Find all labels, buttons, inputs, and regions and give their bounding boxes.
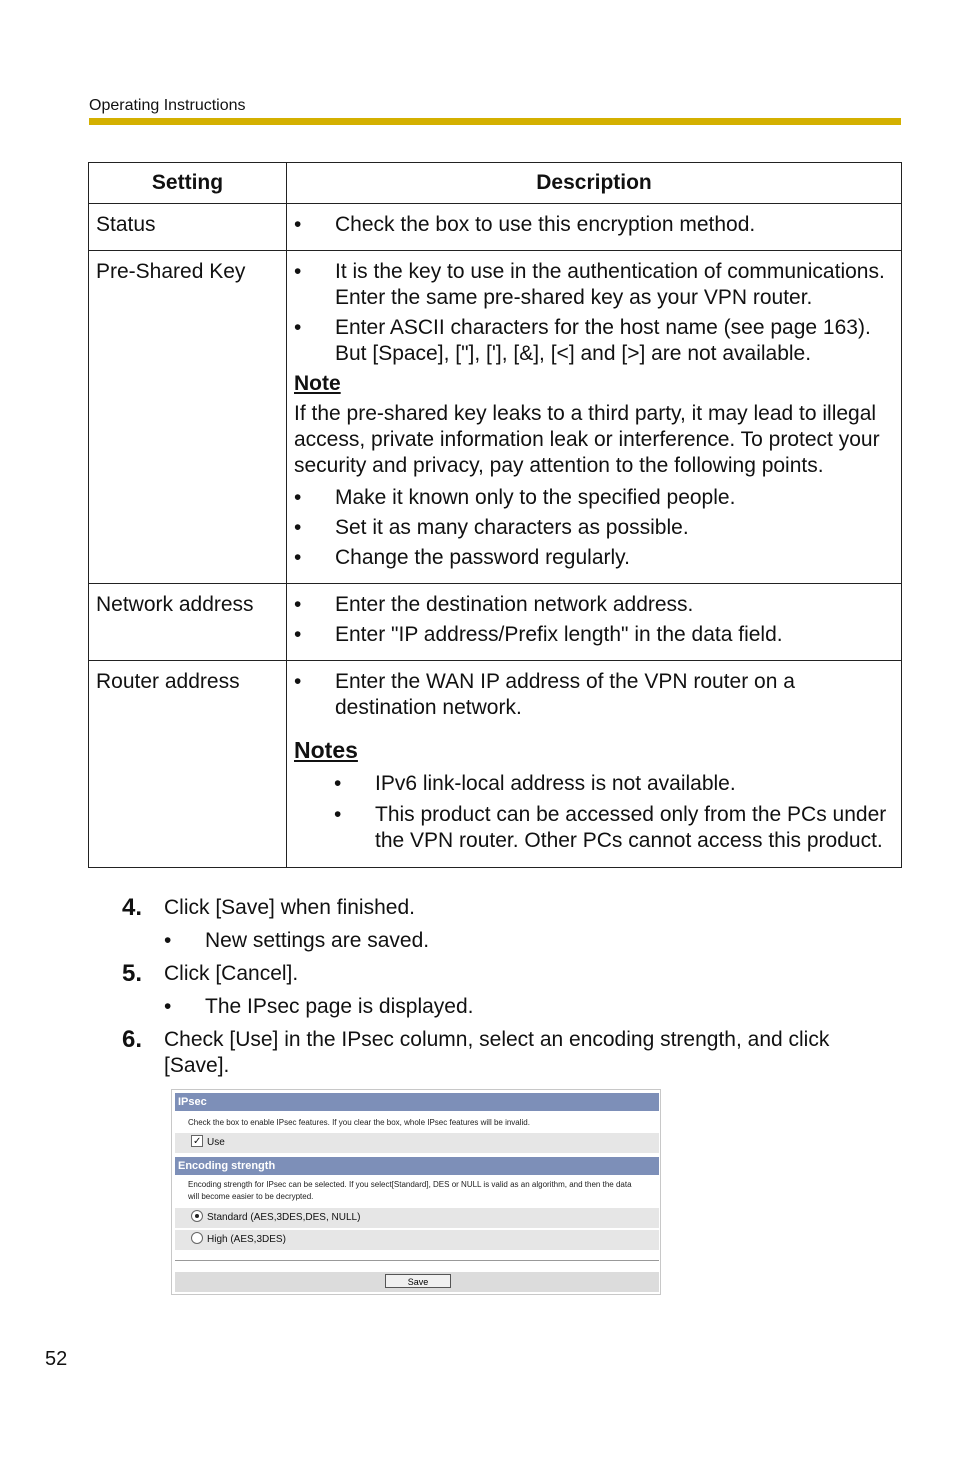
bullet-icon: • [294, 546, 302, 569]
bullet-text: Check the box to use this encryption method. [335, 213, 756, 236]
setting-description [287, 661, 902, 868]
divider [175, 1260, 659, 1261]
high-radio-label: High (AES,3DES) [207, 1234, 286, 1245]
bullet-text: Enter ASCII characters for the host name (see page 163). But [Space], ["], ['], [&], [<] and [>] are not available. [335, 316, 871, 365]
step-result [164, 928, 882, 954]
bullet-text: IPv6 link-local address is not available. [375, 772, 736, 795]
step-text: Check [Use] in the IPsec column, select an encoding strength, and click [Save]. [164, 1028, 830, 1077]
table-header-row [89, 163, 902, 204]
encoding-strength-description-2: will become easier to be decrypted. [188, 1192, 314, 1201]
save-bar [175, 1272, 659, 1292]
bullet-icon: • [294, 486, 302, 509]
ipsec-settings-screenshot [171, 1089, 661, 1295]
table-row-status [89, 204, 902, 251]
step-result-text: New settings are saved. [205, 929, 430, 952]
note-heading: Note [294, 372, 341, 395]
notes-bullet-item [334, 802, 893, 854]
note-text: If the pre-shared key leaks to a third party, it may lead to illegal access, private information leak or interference. To protect your security and privacy, pay attention to the following points. [294, 402, 880, 477]
setting-description [287, 584, 902, 661]
setting-name: Pre-Shared Key [89, 251, 287, 584]
use-checkbox[interactable] [191, 1135, 203, 1147]
bullet-icon: • [294, 670, 302, 693]
bullet-item [294, 315, 893, 367]
bullet-icon: • [294, 316, 302, 339]
note-bullet-item [294, 515, 893, 541]
bullet-text: This product can be accessed only from the PCs under the VPN router. Other PCs cannot access this product. [375, 803, 887, 852]
bullet-icon: • [294, 516, 302, 539]
bullet-icon: • [334, 803, 342, 826]
table-row-network-address [89, 584, 902, 661]
step-text: Click [Cancel]. [164, 962, 299, 985]
bullet-text: Enter the WAN IP address of the VPN router on a destination network. [335, 670, 795, 719]
step-number: 5. [122, 960, 143, 987]
ipsec-description: Check the box to enable IPsec features. If you clear the box, whole IPsec features will be invalid. [188, 1118, 530, 1127]
bullet-text: Set it as many characters as possible. [335, 516, 689, 539]
bullet-icon: • [294, 623, 302, 646]
standard-radio-label: Standard (AES,3DES,DES, NULL) [207, 1212, 361, 1223]
high-radio-row[interactable] [175, 1230, 659, 1250]
bullet-text: Enter the destination network address. [335, 593, 694, 616]
column-header-description: Description [287, 163, 902, 204]
step-5 [122, 961, 882, 987]
bullet-item [294, 592, 893, 618]
step-number: 4. [122, 894, 143, 921]
encoding-strength-title: Encoding strength [175, 1157, 659, 1175]
setting-name: Network address [89, 584, 287, 661]
bullet-item [294, 669, 893, 721]
bullet-icon: • [334, 772, 342, 795]
procedure-steps [122, 895, 882, 1086]
standard-radio[interactable] [191, 1210, 203, 1222]
bullet-text: Change the password regularly. [335, 546, 630, 569]
bullet-icon: • [164, 929, 172, 952]
bullet-icon: • [294, 260, 302, 283]
step-number: 6. [122, 1026, 143, 1053]
bullet-item [294, 622, 893, 648]
running-header: Operating Instructions [89, 97, 246, 114]
note-bullet-item [294, 485, 893, 511]
column-header-setting: Setting [89, 163, 287, 204]
bullet-item [294, 259, 893, 311]
use-checkbox-label: Use [207, 1137, 225, 1148]
ipsec-section-title: IPsec [175, 1093, 659, 1111]
bullet-text: Make it known only to the specified people. [335, 486, 736, 509]
setting-name: Status [89, 204, 287, 251]
notes-bullet-item [334, 771, 893, 797]
settings-table [88, 162, 902, 868]
header-rule [89, 118, 901, 125]
step-6 [122, 1027, 882, 1079]
page-number: 52 [45, 1348, 68, 1370]
note-bullet-item [294, 545, 893, 571]
step-4 [122, 895, 882, 921]
table-row-router-address [89, 661, 902, 868]
save-button[interactable]: Save [385, 1274, 451, 1288]
use-checkbox-row[interactable] [175, 1133, 659, 1153]
step-text: Click [Save] when finished. [164, 896, 415, 919]
setting-description [287, 204, 902, 251]
setting-name: Router address [89, 661, 287, 868]
bullet-icon: • [164, 995, 172, 1018]
standard-radio-row[interactable] [175, 1208, 659, 1228]
high-radio[interactable] [191, 1232, 203, 1244]
bullet-text: Enter "IP address/Prefix length" in the data field. [335, 623, 783, 646]
step-result-text: The IPsec page is displayed. [205, 995, 474, 1018]
table-row-pre-shared-key [89, 251, 902, 584]
notes-heading: Notes [294, 737, 358, 763]
bullet-icon: • [294, 593, 302, 616]
step-result [164, 994, 882, 1020]
bullet-item [294, 212, 893, 238]
encoding-strength-description-1: Encoding strength for IPsec can be selected. If you select[Standard], DES or NULL is valid as an algorithm, and then the data [188, 1180, 632, 1189]
bullet-icon: • [294, 213, 302, 236]
setting-description [287, 251, 902, 584]
bullet-text: It is the key to use in the authentication of communications. Enter the same pre-shared key as your VPN router. [335, 260, 885, 309]
